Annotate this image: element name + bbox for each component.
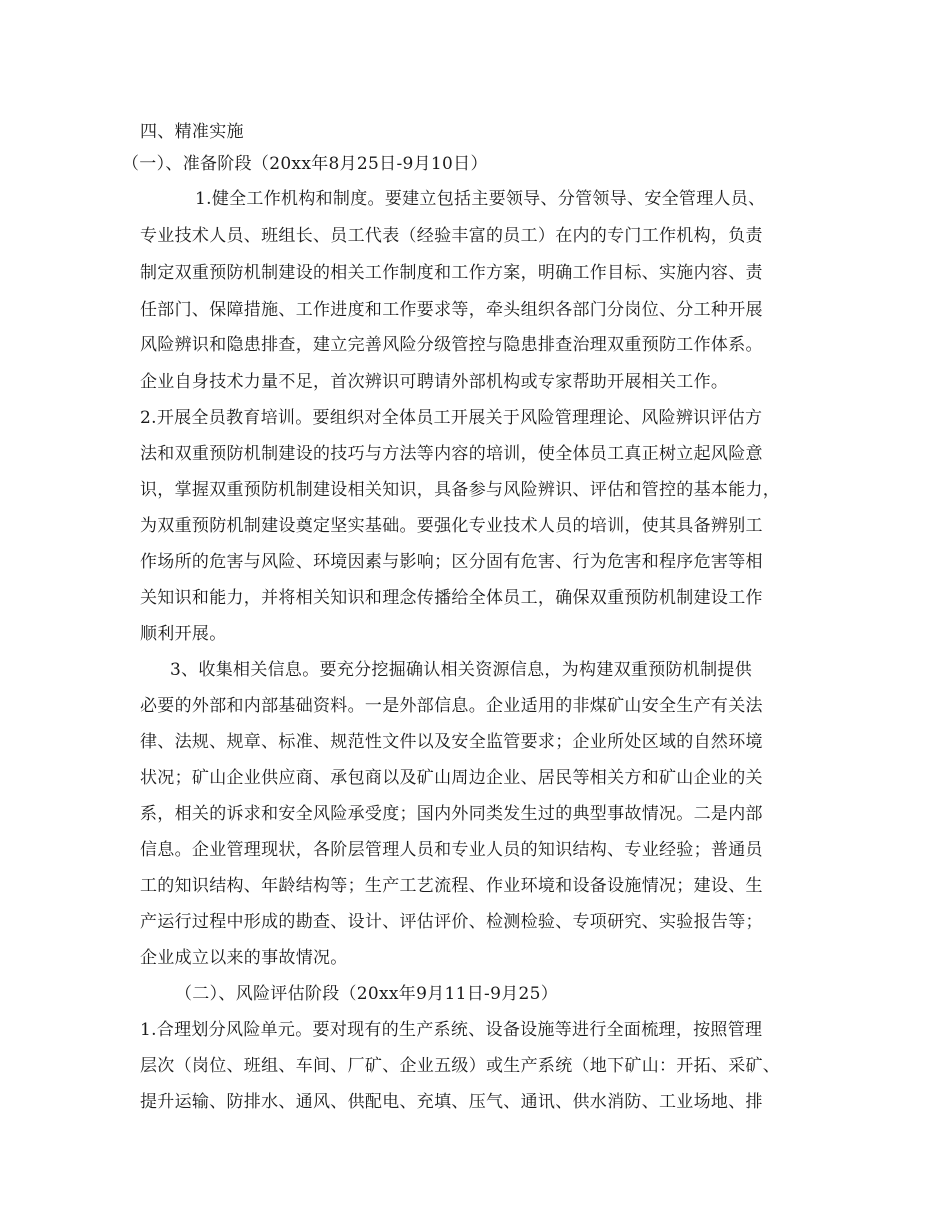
paragraph-line: 层次（岗位、班组、车间、厂矿、企业五级）或生产系统（地下矿山：开拓、采矿、 bbox=[140, 1056, 781, 1076]
paragraph-line: 识，掌握双重预防机制建设相关知识，具备参与风险辨识、评估和管控的基本能力， bbox=[140, 480, 781, 500]
paragraph-line: 1.健全工作机构和制度。要建立包括主要领导、分管领导、安全管理人员、 bbox=[195, 189, 766, 209]
paragraph-line: 1.合理划分风险单元。要对现有的生产系统、设备设施等进行全面梳理，按照管理 bbox=[140, 1020, 763, 1040]
subsection-heading: （二）、风险评估阶段（20xx年9月11日-9月25） bbox=[175, 984, 559, 1004]
paragraph-line: 律、法规、规章、标准、规范性文件以及安全监管要求；企业所处区域的自然环境 bbox=[140, 732, 763, 752]
paragraph-line: 2.开展全员教育培训。要组织对全体员工开展关于风险管理理论、风险辨识评估方 bbox=[140, 408, 763, 428]
paragraph-line: 提升运输、防排水、通风、供配电、充填、压气、通讯、供水消防、工业场地、排 bbox=[140, 1092, 763, 1112]
paragraph-line: 工的知识结构、年龄结构等；生产工艺流程、作业环境和设备设施情况；建设、生 bbox=[140, 876, 763, 896]
paragraph-line: 状况；矿山企业供应商、承包商以及矿山周边企业、居民等相关方和矿山企业的关 bbox=[140, 768, 763, 788]
paragraph-line: 为双重预防机制建设奠定坚实基础。要强化专业技术人员的培训，使其具备辨别工 bbox=[140, 516, 763, 536]
paragraph-line: 顺利开展。 bbox=[140, 624, 227, 644]
paragraph-line: 作场所的危害与风险、环境因素与影响；区分固有危害、行为危害和程序危害等相 bbox=[140, 552, 763, 572]
subsection-heading: （一）、准备阶段（20xx年8月25日-9月10日） bbox=[122, 154, 488, 174]
paragraph-line: 风险辨识和隐患排查，建立完善风险分级管控与隐患排查治理双重预防工作体系。 bbox=[140, 335, 763, 355]
paragraph-line: 任部门、保障措施、工作进度和工作要求等，牵头组织各部门分岗位、分工种开展 bbox=[140, 300, 763, 320]
section-heading: 四、精准实施 bbox=[140, 122, 244, 142]
paragraph-line: 企业成立以来的事故情况。 bbox=[140, 948, 348, 968]
paragraph-line: 必要的外部和内部基础资料。一是外部信息。企业适用的非煤矿山安全生产有关法 bbox=[140, 696, 763, 716]
paragraph-line: 专业技术人员、班组长、员工代表（经验丰富的员工）在内的专门工作机构，负责 bbox=[140, 226, 763, 246]
paragraph-line: 制定双重预防机制建设的相关工作制度和工作方案，明确工作目标、实施内容、责 bbox=[140, 263, 763, 283]
paragraph-line: 3、收集相关信息。要充分挖掘确认相关资源信息，为构建双重预防机制提供 bbox=[170, 660, 753, 680]
paragraph-line: 系，相关的诉求和安全风险承受度；国内外同类发生过的典型事故情况。二是内部 bbox=[140, 804, 763, 824]
paragraph-line: 企业自身技术力量不足，首次辨识可聘请外部机构或专家帮助开展相关工作。 bbox=[140, 372, 729, 392]
paragraph-line: 关知识和能力，并将相关知识和理念传播给全体员工，确保双重预防机制建设工作 bbox=[140, 588, 763, 608]
paragraph-line: 产运行过程中形成的勘查、设计、评估评价、检测检验、专项研究、实验报告等； bbox=[140, 912, 763, 932]
paragraph-line: 法和双重预防机制建设的技巧与方法等内容的培训，使全体员工真正树立起风险意 bbox=[140, 444, 763, 464]
paragraph-line: 信息。企业管理现状，各阶层管理人员和专业人员的知识结构、专业经验；普通员 bbox=[140, 840, 763, 860]
